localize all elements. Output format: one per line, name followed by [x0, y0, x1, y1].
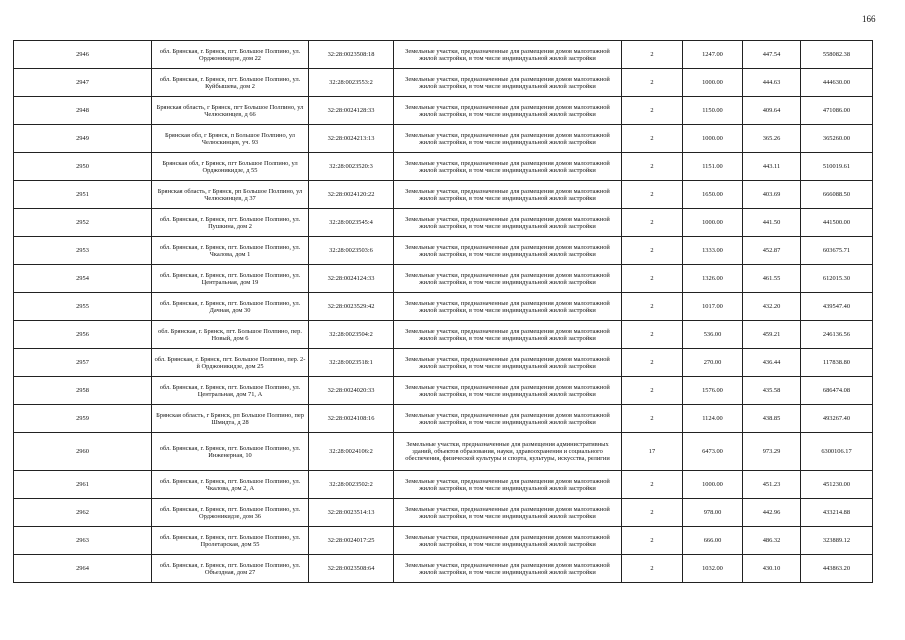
- cell-address: обл. Брянская, г. Брянск, пгт. Большое Полпино, ул. Пролетарская, дом 55: [152, 527, 309, 555]
- table-row: [14, 349, 873, 377]
- cell-land-use: Земельные участки, предназначенные для размещения домов малоэтажной жилой застройки, в том числе индивидуальной жилой застройки: [394, 209, 622, 237]
- cell-specific-value: 432.20: [743, 293, 801, 321]
- cell-specific-value: 973.29: [743, 433, 801, 471]
- cell-number: 2954: [14, 265, 152, 293]
- cell-address: обл. Брянская, г. Брянск, пгт. Большое Полпино, ул. Чкалова, дом 1: [152, 237, 309, 265]
- cell-group: 2: [622, 499, 683, 527]
- cell-cadastral-number: 32:28:0023520:3: [309, 153, 394, 181]
- cell-number: 2960: [14, 433, 152, 471]
- cell-area: 1000.00: [683, 209, 743, 237]
- cell-area: 270.00: [683, 349, 743, 377]
- cell-land-use: Земельные участки, предназначенные для размещения домов малоэтажной жилой застройки, в том числе индивидуальной жилой застройки: [394, 41, 622, 69]
- cell-number: 2946: [14, 41, 152, 69]
- cell-specific-value: 447.54: [743, 41, 801, 69]
- cell-number: 2962: [14, 499, 152, 527]
- cell-cadastral-value: 558082.38: [801, 41, 873, 69]
- table-row: [14, 377, 873, 405]
- table-row: [14, 209, 873, 237]
- cell-area: 1151.00: [683, 153, 743, 181]
- cell-specific-value: 430.10: [743, 555, 801, 583]
- cell-address: обл. Брянская, г. Брянск, пгт. Большое Полпино, ул. Орджоникидзе, дом 36: [152, 499, 309, 527]
- cell-land-use: Земельные участки, предназначенные для размещения домов малоэтажной жилой застройки, в том числе индивидуальной жилой застройки: [394, 499, 622, 527]
- cell-cadastral-number: 32:28:0023508:64: [309, 555, 394, 583]
- cell-cadastral-number: 32:28:0023508:18: [309, 41, 394, 69]
- cell-specific-value: 403.69: [743, 181, 801, 209]
- cell-specific-value: 451.23: [743, 471, 801, 499]
- cell-area: 1000.00: [683, 471, 743, 499]
- cell-land-use: Земельные участки, предназначенные для размещения домов малоэтажной жилой застройки, в том числе индивидуальной жилой застройки: [394, 377, 622, 405]
- cell-land-use: Земельные участки, предназначенные для размещения домов малоэтажной жилой застройки, в том числе индивидуальной жилой застройки: [394, 69, 622, 97]
- cell-group: 2: [622, 405, 683, 433]
- cell-specific-value: 444.63: [743, 69, 801, 97]
- table-row: [14, 69, 873, 97]
- cell-address: обл. Брянская, г. Брянск, пгт. Большое Полпино, ул. Куйбышева, дом 2: [152, 69, 309, 97]
- cell-number: 2963: [14, 527, 152, 555]
- cell-land-use: Земельные участки, предназначенные для размещения домов малоэтажной жилой застройки, в том числе индивидуальной жилой застройки: [394, 237, 622, 265]
- table-row: [14, 293, 873, 321]
- cell-cadastral-value: 493267.40: [801, 405, 873, 433]
- cell-area: 1576.00: [683, 377, 743, 405]
- cell-area: 1247.00: [683, 41, 743, 69]
- cell-cadastral-number: 32:28:0024120:22: [309, 181, 394, 209]
- cell-address: обл. Брянская, г. Брянск, пгт. Большое Полпино, пер. Новый, дом 6: [152, 321, 309, 349]
- cell-group: 2: [622, 527, 683, 555]
- cell-cadastral-number: 32:28:0024017:25: [309, 527, 394, 555]
- cell-land-use: Земельные участки, предназначенные для размещения домов малоэтажной жилой застройки, в том числе индивидуальной жилой застройки: [394, 97, 622, 125]
- page-number: 166: [862, 14, 876, 24]
- table-row: [14, 265, 873, 293]
- cell-number: 2950: [14, 153, 152, 181]
- cell-address: Брянская обл, г Брянск, пгт Большое Полпино, ул Орджоникидзе, д 55: [152, 153, 309, 181]
- cell-cadastral-number: 32:28:0023529:42: [309, 293, 394, 321]
- cell-cadastral-value: 603675.71: [801, 237, 873, 265]
- cell-area: 1124.00: [683, 405, 743, 433]
- cell-cadastral-value: 323889.12: [801, 527, 873, 555]
- cell-group: 2: [622, 181, 683, 209]
- table-row: [14, 471, 873, 499]
- cell-address: обл. Брянская, г. Брянск, пгт. Большое Полпино, ул. Объездная, дом 27: [152, 555, 309, 583]
- cell-land-use: Земельные участки, предназначенные для размещения домов малоэтажной жилой застройки, в том числе индивидуальной жилой застройки: [394, 471, 622, 499]
- cell-group: 2: [622, 321, 683, 349]
- cell-cadastral-value: 117838.80: [801, 349, 873, 377]
- cell-specific-value: 409.64: [743, 97, 801, 125]
- cell-number: 2947: [14, 69, 152, 97]
- cell-group: 2: [622, 265, 683, 293]
- cell-number: 2959: [14, 405, 152, 433]
- cell-specific-value: 442.96: [743, 499, 801, 527]
- cell-number: 2956: [14, 321, 152, 349]
- cell-cadastral-value: 441500.00: [801, 209, 873, 237]
- cell-cadastral-number: 32:28:0023553:2: [309, 69, 394, 97]
- cell-cadastral-value: 471086.00: [801, 97, 873, 125]
- cell-group: 2: [622, 293, 683, 321]
- cell-address: Брянская область, г Брянск, пгт Большое Полпино, ул Челюскинцев, д 66: [152, 97, 309, 125]
- cell-cadastral-number: 32:28:0024106:2: [309, 433, 394, 471]
- cell-land-use: Земельные участки, предназначенные для размещения административных зданий, объектов образования, науки, здравоохранения и социального обеспечения, физической культуры и спорта, культуры, искусства, религии: [394, 433, 622, 471]
- cell-group: 2: [622, 209, 683, 237]
- cell-area: 536.00: [683, 321, 743, 349]
- cell-address: обл. Брянская, г. Брянск, пгт. Большое Полпино, ул. Центральная, дом 71, А: [152, 377, 309, 405]
- cell-group: 2: [622, 153, 683, 181]
- cell-number: 2958: [14, 377, 152, 405]
- cell-cadastral-value: 365260.00: [801, 125, 873, 153]
- cell-cadastral-value: 686474.08: [801, 377, 873, 405]
- cell-area: 1032.00: [683, 555, 743, 583]
- cell-group: 2: [622, 471, 683, 499]
- cell-group: 2: [622, 377, 683, 405]
- cell-address: обл. Брянская, г. Брянск, пгт. Большое Полпино, ул. Дачная, дом 30: [152, 293, 309, 321]
- cell-specific-value: 436.44: [743, 349, 801, 377]
- table-body: [14, 41, 873, 583]
- cell-group: 2: [622, 237, 683, 265]
- cell-cadastral-number: 32:28:0024213:13: [309, 125, 394, 153]
- table-row: [14, 237, 873, 265]
- cell-number: 2951: [14, 181, 152, 209]
- cell-specific-value: 459.21: [743, 321, 801, 349]
- cell-cadastral-value: 443863.20: [801, 555, 873, 583]
- cell-cadastral-value: 6300106.17: [801, 433, 873, 471]
- table-row: [14, 153, 873, 181]
- cell-land-use: Земельные участки, предназначенные для размещения домов малоэтажной жилой застройки, в том числе индивидуальной жилой застройки: [394, 349, 622, 377]
- cell-land-use: Земельные участки, предназначенные для размещения домов малоэтажной жилой застройки, в том числе индивидуальной жилой застройки: [394, 405, 622, 433]
- cell-number: 2952: [14, 209, 152, 237]
- table-row: [14, 555, 873, 583]
- table-row: [14, 527, 873, 555]
- table-row: [14, 41, 873, 69]
- cell-address: обл. Брянская, г. Брянск, пгт. Большое Полпино, пер. 2-й Орджоникидзе, дом 25: [152, 349, 309, 377]
- cell-land-use: Земельные участки, предназначенные для размещения домов малоэтажной жилой застройки, в том числе индивидуальной жилой застройки: [394, 181, 622, 209]
- cell-land-use: Земельные участки, предназначенные для размещения домов малоэтажной жилой застройки, в том числе индивидуальной жилой застройки: [394, 153, 622, 181]
- cell-land-use: Земельные участки, предназначенные для размещения домов малоэтажной жилой застройки, в том числе индивидуальной жилой застройки: [394, 321, 622, 349]
- cell-address: обл. Брянская, г. Брянск, пгт. Большое Полпино, ул. Центральная, дом 19: [152, 265, 309, 293]
- cell-land-use: Земельные участки, предназначенные для размещения домов малоэтажной жилой застройки, в том числе индивидуальной жилой застройки: [394, 555, 622, 583]
- cell-area: 978.00: [683, 499, 743, 527]
- cell-number: 2949: [14, 125, 152, 153]
- cell-cadastral-value: 246136.56: [801, 321, 873, 349]
- cell-area: 666.00: [683, 527, 743, 555]
- cell-specific-value: 441.50: [743, 209, 801, 237]
- cell-cadastral-number: 32:28:0023514:13: [309, 499, 394, 527]
- cell-area: 1000.00: [683, 125, 743, 153]
- table-row: [14, 405, 873, 433]
- cell-address: обл. Брянская, г. Брянск, пгт. Большое Полпино, ул. Инженерная, 10: [152, 433, 309, 471]
- cell-number: 2955: [14, 293, 152, 321]
- cell-number: 2957: [14, 349, 152, 377]
- cell-group: 2: [622, 349, 683, 377]
- cell-group: 2: [622, 125, 683, 153]
- cell-land-use: Земельные участки, предназначенные для размещения домов малоэтажной жилой застройки, в том числе индивидуальной жилой застройки: [394, 527, 622, 555]
- cadastral-value-table: [13, 40, 873, 583]
- cell-specific-value: 435.58: [743, 377, 801, 405]
- cell-cadastral-number: 32:28:0023502:2: [309, 471, 394, 499]
- cell-address: обл. Брянская, г. Брянск, пгт. Большое Полпино, ул. Чкалова, дом 2, А: [152, 471, 309, 499]
- cell-group: 2: [622, 69, 683, 97]
- cell-cadastral-number: 32:28:0024108:16: [309, 405, 394, 433]
- cell-cadastral-number: 32:28:0023545:4: [309, 209, 394, 237]
- cell-number: 2961: [14, 471, 152, 499]
- cell-number: 2953: [14, 237, 152, 265]
- cell-cadastral-value: 451230.00: [801, 471, 873, 499]
- table-row: [14, 181, 873, 209]
- cell-address: Брянская обл, г Брянск, п Большое Полпино, ул Челюскинцев, уч. 93: [152, 125, 309, 153]
- cell-cadastral-number: 32:28:0023518:1: [309, 349, 394, 377]
- cell-number: 2948: [14, 97, 152, 125]
- table-row: [14, 321, 873, 349]
- cell-group: 2: [622, 41, 683, 69]
- cell-cadastral-value: 510019.61: [801, 153, 873, 181]
- cell-group: 2: [622, 97, 683, 125]
- cell-cadastral-number: 32:28:0024124:33: [309, 265, 394, 293]
- cell-specific-value: 461.55: [743, 265, 801, 293]
- cell-land-use: Земельные участки, предназначенные для размещения домов малоэтажной жилой застройки, в том числе индивидуальной жилой застройки: [394, 293, 622, 321]
- cell-specific-value: 486.32: [743, 527, 801, 555]
- cell-cadastral-value: 433214.88: [801, 499, 873, 527]
- cell-cadastral-number: 32:28:0024020:33: [309, 377, 394, 405]
- cell-group: 17: [622, 433, 683, 471]
- cell-area: 1326.00: [683, 265, 743, 293]
- cell-area: 1333.00: [683, 237, 743, 265]
- cell-land-use: Земельные участки, предназначенные для размещения домов малоэтажной жилой застройки, в том числе индивидуальной жилой застройки: [394, 265, 622, 293]
- cell-cadastral-value: 444630.00: [801, 69, 873, 97]
- cell-number: 2964: [14, 555, 152, 583]
- table-row: [14, 499, 873, 527]
- cell-cadastral-value: 439547.40: [801, 293, 873, 321]
- cell-specific-value: 365.26: [743, 125, 801, 153]
- cell-specific-value: 443.11: [743, 153, 801, 181]
- cell-specific-value: 452.87: [743, 237, 801, 265]
- cell-cadastral-value: 666088.50: [801, 181, 873, 209]
- cell-address: обл. Брянская, г. Брянск, пгт. Большое Полпино, ул. Орджоникидзе, дом 22: [152, 41, 309, 69]
- table-row: [14, 97, 873, 125]
- cell-cadastral-number: 32:28:0023504:2: [309, 321, 394, 349]
- cell-cadastral-number: 32:28:0024128:33: [309, 97, 394, 125]
- cell-area: 1650.00: [683, 181, 743, 209]
- cell-area: 1150.00: [683, 97, 743, 125]
- cell-land-use: Земельные участки, предназначенные для размещения домов малоэтажной жилой застройки, в том числе индивидуальной жилой застройки: [394, 125, 622, 153]
- cell-address: Брянская область, г Брянск, рп Большое Полпино, пер Шмидта, д 28: [152, 405, 309, 433]
- cell-address: обл. Брянская, г. Брянск, пгт. Большое Полпино, ул. Пушкина, дом 2: [152, 209, 309, 237]
- cell-area: 1017.00: [683, 293, 743, 321]
- table-row: [14, 125, 873, 153]
- cell-cadastral-number: 32:28:0023503:6: [309, 237, 394, 265]
- cell-area: 6473.00: [683, 433, 743, 471]
- cell-cadastral-value: 612015.30: [801, 265, 873, 293]
- cell-address: Брянская область, г Брянск, рп Большое Полпино, ул Челюскинцев, д 37: [152, 181, 309, 209]
- cell-group: 2: [622, 555, 683, 583]
- cell-area: 1000.00: [683, 69, 743, 97]
- cell-specific-value: 438.85: [743, 405, 801, 433]
- table-row: [14, 433, 873, 471]
